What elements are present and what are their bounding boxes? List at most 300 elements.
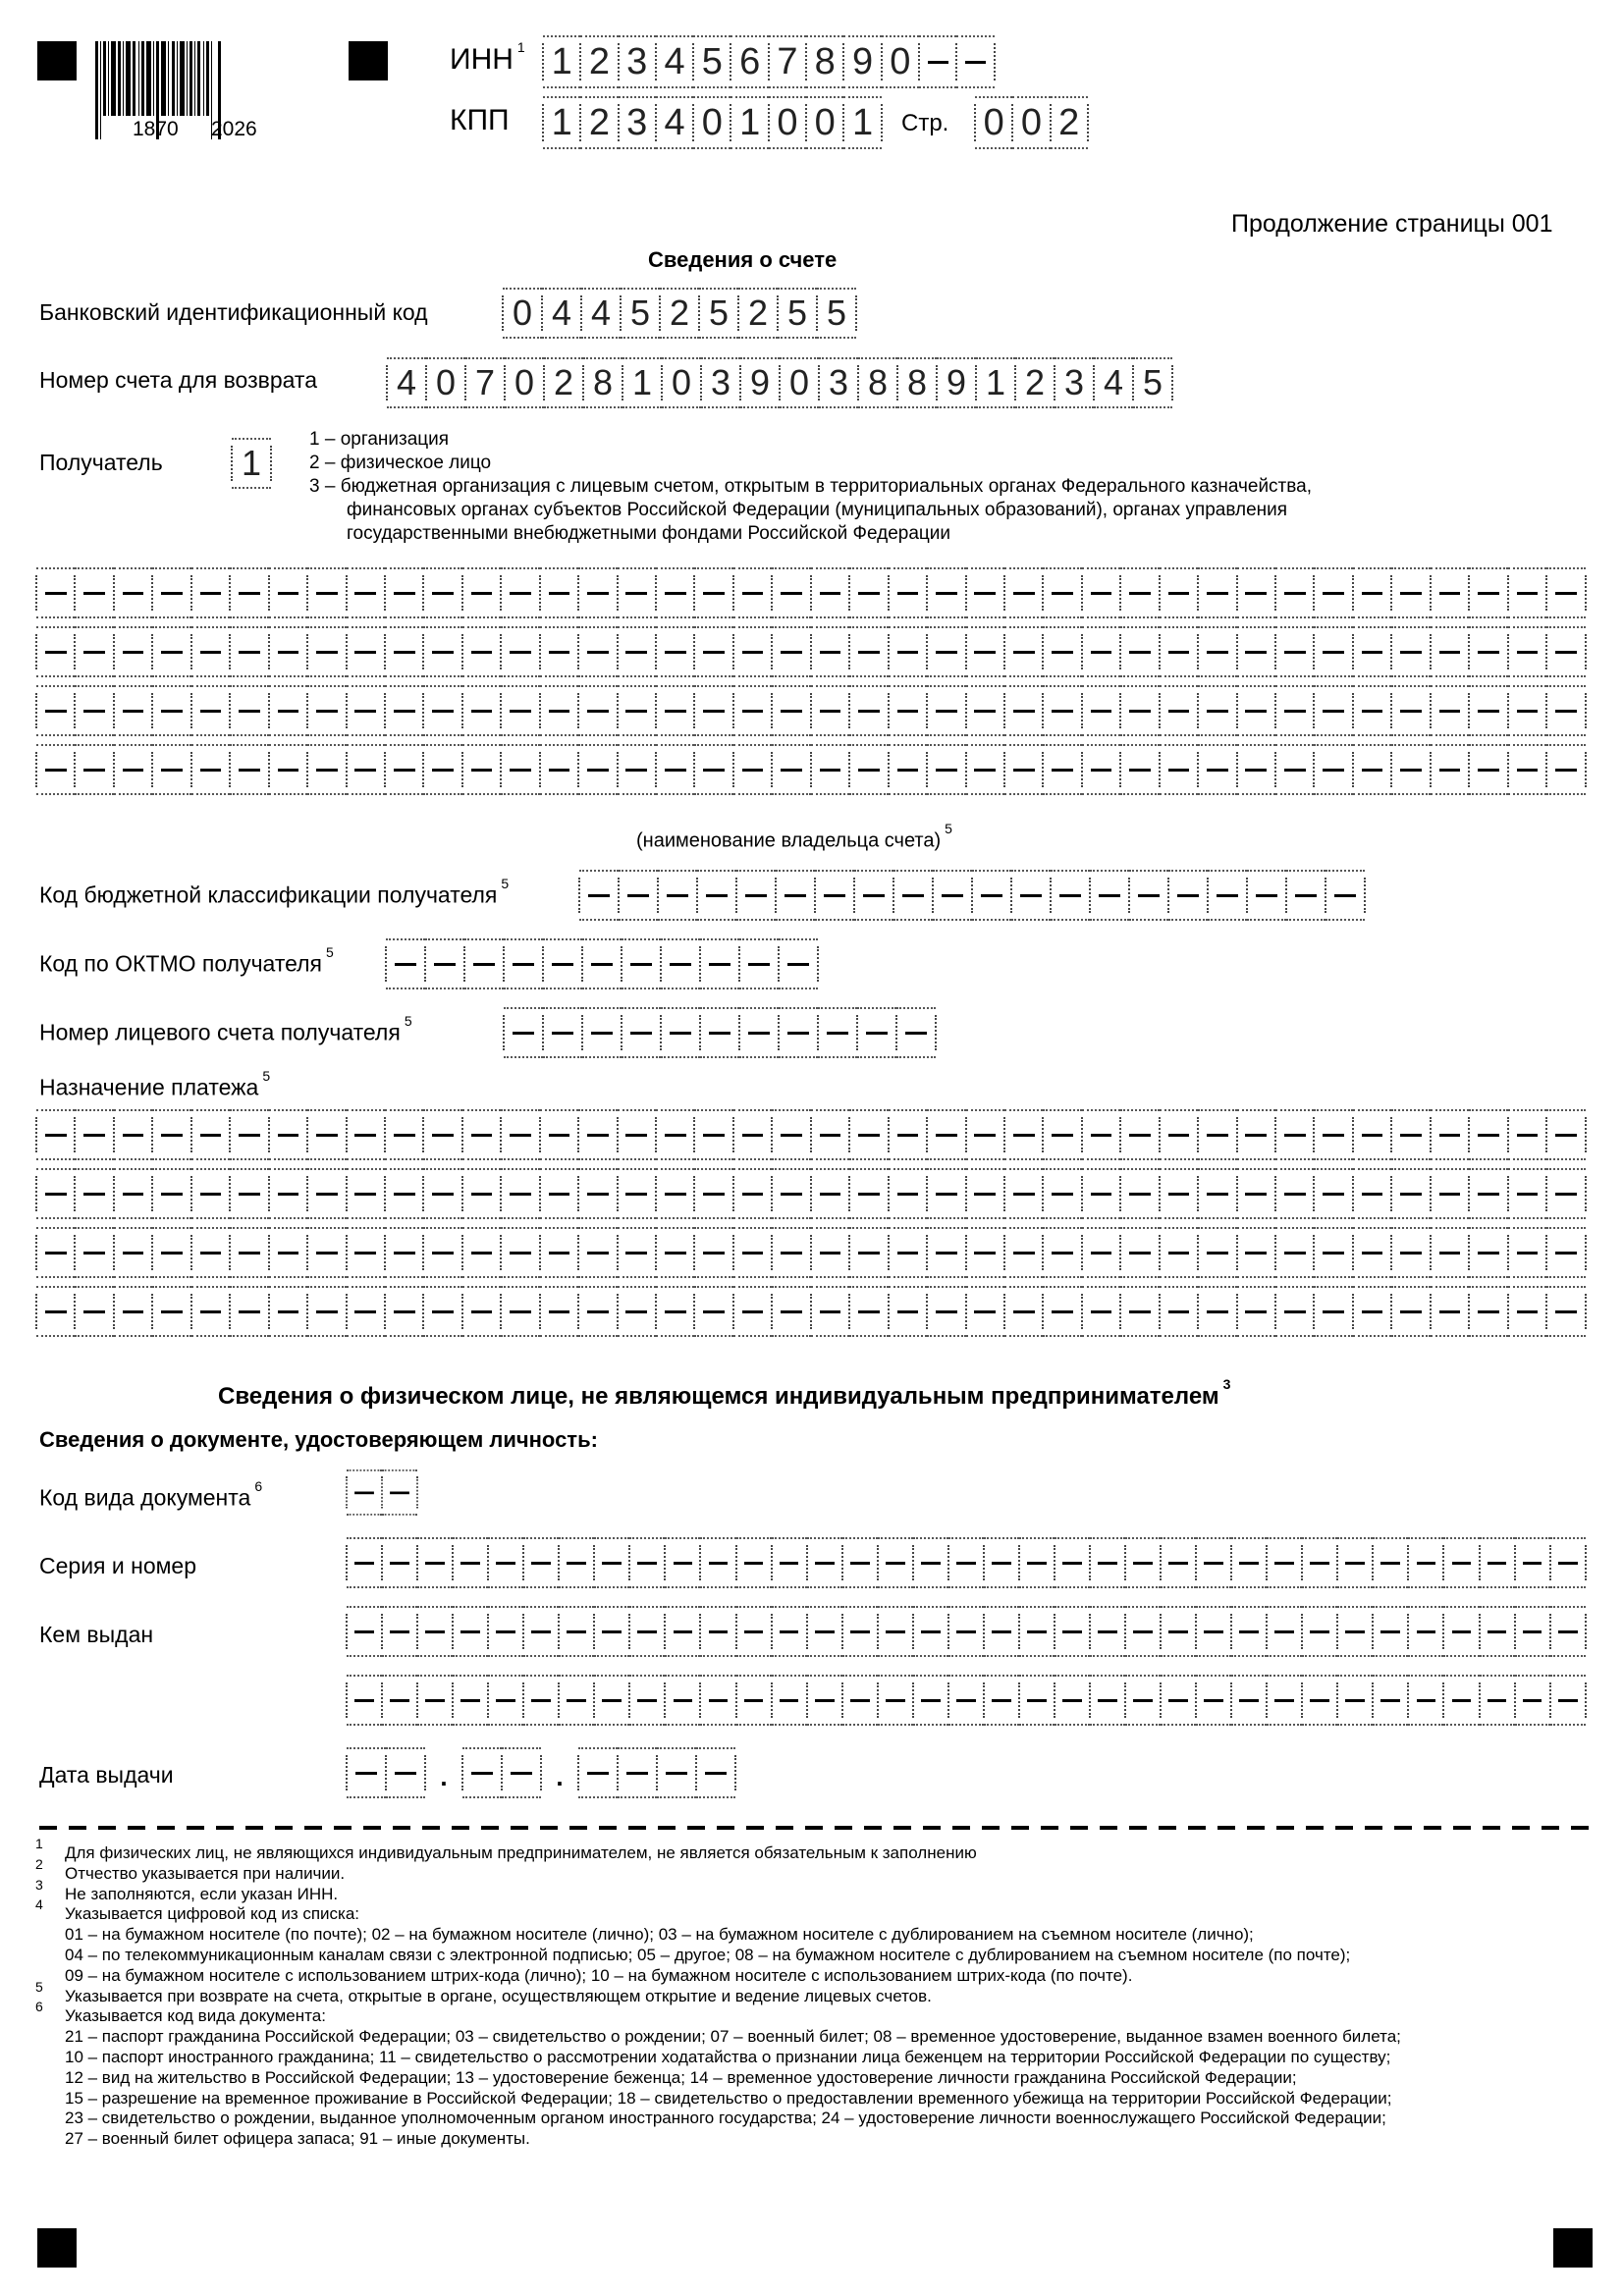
input-cell[interactable]	[889, 1109, 927, 1160]
input-cell[interactable]	[1196, 1537, 1231, 1588]
input-cell[interactable]	[1090, 1537, 1125, 1588]
input-cell[interactable]	[619, 96, 656, 149]
input-cell[interactable]	[966, 1227, 1004, 1278]
input-cell[interactable]	[849, 626, 888, 677]
input-cell[interactable]	[152, 1286, 190, 1337]
input-cell[interactable]	[347, 685, 385, 736]
input-cell[interactable]	[230, 744, 268, 795]
kpp-field[interactable]	[543, 96, 882, 149]
input-cell[interactable]	[1443, 1537, 1479, 1588]
input-cell[interactable]	[1004, 685, 1043, 736]
input-cell[interactable]	[559, 1675, 594, 1726]
input-cell[interactable]	[543, 1007, 582, 1058]
input-cell[interactable]	[772, 744, 810, 795]
doc-code-field[interactable]	[347, 1469, 417, 1516]
input-cell[interactable]	[1237, 744, 1275, 795]
input-cell[interactable]	[966, 626, 1004, 677]
input-cell[interactable]	[1508, 567, 1546, 618]
input-cell[interactable]	[462, 1286, 501, 1337]
input-cell[interactable]	[618, 744, 656, 795]
input-cell[interactable]	[1314, 567, 1352, 618]
input-cell[interactable]	[694, 1168, 732, 1219]
input-cell[interactable]	[913, 1537, 948, 1588]
input-cell[interactable]	[1267, 1537, 1302, 1588]
input-cell[interactable]	[501, 567, 539, 618]
input-cell[interactable]	[523, 1675, 559, 1726]
input-cell[interactable]	[114, 626, 152, 677]
input-cell[interactable]	[1090, 1606, 1125, 1657]
input-cell[interactable]	[1391, 626, 1430, 677]
input-cell[interactable]	[1314, 1109, 1352, 1160]
input-cell[interactable]	[75, 1109, 113, 1160]
input-cell[interactable]	[423, 685, 461, 736]
input-cell[interactable]	[621, 288, 660, 339]
input-cell[interactable]	[878, 1606, 913, 1657]
input-cell[interactable]	[966, 567, 1004, 618]
date-part[interactable]	[462, 1747, 541, 1798]
input-cell[interactable]	[815, 870, 854, 921]
input-cell[interactable]	[152, 685, 190, 736]
input-cell[interactable]	[889, 1227, 927, 1278]
bic-field[interactable]	[503, 288, 856, 339]
input-cell[interactable]	[1275, 744, 1314, 795]
input-cell[interactable]	[347, 567, 385, 618]
input-cell[interactable]	[1431, 1286, 1469, 1337]
input-cell[interactable]	[927, 744, 965, 795]
input-cell[interactable]	[811, 1227, 849, 1278]
input-cell[interactable]	[665, 1675, 700, 1726]
input-cell[interactable]	[1314, 626, 1352, 677]
input-cell[interactable]	[152, 567, 190, 618]
input-cell[interactable]	[488, 1606, 523, 1657]
input-cell[interactable]	[700, 938, 739, 989]
input-cell[interactable]	[893, 870, 933, 921]
input-cell[interactable]	[269, 685, 307, 736]
input-cell[interactable]	[661, 938, 700, 989]
input-cell[interactable]	[523, 1606, 559, 1657]
input-cell[interactable]	[382, 1675, 417, 1726]
input-cell[interactable]	[1055, 1606, 1090, 1657]
input-cell[interactable]	[501, 1227, 539, 1278]
input-cell[interactable]	[1431, 1227, 1469, 1278]
input-cell[interactable]	[152, 1109, 190, 1160]
input-cell[interactable]	[858, 357, 897, 408]
input-cell[interactable]	[1469, 685, 1507, 736]
input-cell[interactable]	[347, 744, 385, 795]
input-cell[interactable]	[1391, 685, 1430, 736]
input-cell[interactable]	[984, 1606, 1019, 1657]
input-cell[interactable]	[578, 1286, 617, 1337]
input-cell[interactable]	[1508, 626, 1546, 677]
input-cell[interactable]	[665, 1606, 700, 1657]
input-cell[interactable]	[578, 626, 617, 677]
input-cell[interactable]	[1125, 1675, 1161, 1726]
input-cell[interactable]	[656, 626, 694, 677]
input-cell[interactable]	[501, 1286, 539, 1337]
input-cell[interactable]	[36, 685, 75, 736]
input-cell[interactable]	[811, 744, 849, 795]
input-cell[interactable]	[1314, 1227, 1352, 1278]
input-cell[interactable]	[1508, 685, 1546, 736]
input-cell[interactable]	[1469, 1227, 1507, 1278]
input-cell[interactable]	[1198, 685, 1236, 736]
input-cell[interactable]	[1480, 1537, 1515, 1588]
input-cell[interactable]	[1160, 1286, 1198, 1337]
input-cell[interactable]	[559, 1606, 594, 1657]
input-cell[interactable]	[1082, 685, 1120, 736]
input-cell[interactable]	[502, 1747, 541, 1798]
input-cell[interactable]	[772, 1168, 810, 1219]
input-cell[interactable]	[307, 1109, 346, 1160]
input-cell[interactable]	[505, 357, 544, 408]
input-cell[interactable]	[464, 938, 504, 989]
input-cell[interactable]	[504, 1007, 543, 1058]
input-cell[interactable]	[1004, 567, 1043, 618]
account-number-field[interactable]	[387, 357, 1172, 408]
input-cell[interactable]	[269, 1227, 307, 1278]
input-cell[interactable]	[453, 1606, 488, 1657]
input-cell[interactable]	[1546, 626, 1585, 677]
input-cell[interactable]	[948, 1537, 984, 1588]
input-cell[interactable]	[618, 1109, 656, 1160]
input-cell[interactable]	[889, 744, 927, 795]
input-cell[interactable]	[1043, 685, 1081, 736]
input-cell[interactable]	[1391, 1109, 1430, 1160]
input-cell[interactable]	[1353, 1286, 1391, 1337]
input-cell[interactable]	[1237, 1109, 1275, 1160]
account-owner-name-field[interactable]	[36, 567, 1586, 803]
input-cell[interactable]	[739, 938, 779, 989]
input-cell[interactable]	[114, 685, 152, 736]
input-cell[interactable]	[618, 1227, 656, 1278]
input-cell[interactable]	[1469, 1109, 1507, 1160]
input-cell[interactable]	[307, 626, 346, 677]
input-cell[interactable]	[700, 1537, 735, 1588]
input-cell[interactable]	[347, 1747, 386, 1798]
input-cell[interactable]	[1237, 1227, 1275, 1278]
input-cell[interactable]	[772, 1675, 807, 1726]
input-cell[interactable]	[1353, 685, 1391, 736]
input-cell[interactable]	[36, 1286, 75, 1337]
input-cell[interactable]	[1198, 567, 1236, 618]
input-cell[interactable]	[426, 357, 465, 408]
input-cell[interactable]	[1160, 567, 1198, 618]
input-cell[interactable]	[733, 744, 772, 795]
input-cell[interactable]	[1120, 1286, 1159, 1337]
input-cell[interactable]	[1480, 1606, 1515, 1657]
input-cell[interactable]	[1043, 744, 1081, 795]
input-cell[interactable]	[807, 1606, 842, 1657]
input-cell[interactable]	[543, 35, 580, 88]
input-cell[interactable]	[806, 35, 843, 88]
input-cell[interactable]	[230, 1286, 268, 1337]
input-cell[interactable]	[1515, 1606, 1550, 1657]
input-cell[interactable]	[191, 1227, 230, 1278]
input-cell[interactable]	[849, 744, 888, 795]
input-cell[interactable]	[772, 685, 810, 736]
input-cell[interactable]	[347, 1537, 382, 1588]
input-cell[interactable]	[1198, 1286, 1236, 1337]
input-cell[interactable]	[656, 35, 693, 88]
input-cell[interactable]	[966, 685, 1004, 736]
input-cell[interactable]	[1082, 1109, 1120, 1160]
input-cell[interactable]	[1019, 1606, 1055, 1657]
input-cell[interactable]	[1314, 744, 1352, 795]
input-cell[interactable]	[347, 1227, 385, 1278]
input-cell[interactable]	[1198, 1168, 1236, 1219]
input-cell[interactable]	[1019, 1537, 1055, 1588]
input-cell[interactable]	[736, 1675, 772, 1726]
input-cell[interactable]	[594, 1675, 629, 1726]
input-cell[interactable]	[540, 567, 578, 618]
input-cell[interactable]	[578, 1227, 617, 1278]
input-cell[interactable]	[1082, 1286, 1120, 1337]
input-cell[interactable]	[582, 1007, 622, 1058]
input-cell[interactable]	[618, 1747, 657, 1798]
input-cell[interactable]	[36, 1227, 75, 1278]
input-cell[interactable]	[1082, 567, 1120, 618]
input-cell[interactable]	[769, 35, 806, 88]
input-cell[interactable]	[1275, 1168, 1314, 1219]
input-cell[interactable]	[1055, 1537, 1090, 1588]
input-cell[interactable]	[152, 1227, 190, 1278]
input-cell[interactable]	[842, 1675, 878, 1726]
input-cell[interactable]	[811, 1168, 849, 1219]
input-cell[interactable]	[1275, 567, 1314, 618]
input-cell[interactable]	[700, 1675, 735, 1726]
input-cell[interactable]	[1337, 1606, 1373, 1657]
input-cell[interactable]	[694, 744, 732, 795]
input-cell[interactable]	[578, 1168, 617, 1219]
input-cell[interactable]	[230, 567, 268, 618]
input-cell[interactable]	[578, 744, 617, 795]
input-cell[interactable]	[1508, 1168, 1546, 1219]
input-cell[interactable]	[700, 1606, 735, 1657]
input-cell[interactable]	[307, 744, 346, 795]
input-cell[interactable]	[347, 1675, 382, 1726]
input-cell[interactable]	[462, 1168, 501, 1219]
input-cell[interactable]	[1275, 1286, 1314, 1337]
input-cell[interactable]	[1043, 1168, 1081, 1219]
input-cell[interactable]	[540, 1227, 578, 1278]
input-cell[interactable]	[423, 1286, 461, 1337]
input-cell[interactable]	[1373, 1675, 1408, 1726]
input-cell[interactable]	[230, 626, 268, 677]
input-cell[interactable]	[776, 870, 815, 921]
input-cell[interactable]	[927, 1168, 965, 1219]
input-cell[interactable]	[694, 567, 732, 618]
input-cell[interactable]	[1120, 1227, 1159, 1278]
input-cell[interactable]	[733, 685, 772, 736]
input-cell[interactable]	[889, 685, 927, 736]
input-cell[interactable]	[1168, 870, 1208, 921]
input-cell[interactable]	[347, 1469, 382, 1516]
input-cell[interactable]	[1004, 626, 1043, 677]
input-cell[interactable]	[1550, 1606, 1586, 1657]
input-cell[interactable]	[382, 1537, 417, 1588]
input-cell[interactable]	[230, 1168, 268, 1219]
input-cell[interactable]	[504, 938, 543, 989]
input-cell[interactable]	[269, 744, 307, 795]
input-cell[interactable]	[1337, 1537, 1373, 1588]
input-cell[interactable]	[191, 685, 230, 736]
input-cell[interactable]	[1391, 1227, 1430, 1278]
input-cell[interactable]	[114, 567, 152, 618]
input-cell[interactable]	[417, 1675, 453, 1726]
input-cell[interactable]	[465, 357, 505, 408]
input-cell[interactable]	[232, 438, 271, 489]
input-cell[interactable]	[423, 1109, 461, 1160]
input-cell[interactable]	[581, 288, 621, 339]
input-cell[interactable]	[385, 1227, 423, 1278]
input-cell[interactable]	[1043, 1227, 1081, 1278]
input-cell[interactable]	[1391, 567, 1430, 618]
input-cell[interactable]	[1004, 744, 1043, 795]
input-cell[interactable]	[594, 1606, 629, 1657]
input-cell[interactable]	[1120, 685, 1159, 736]
input-cell[interactable]	[622, 1007, 661, 1058]
input-cell[interactable]	[75, 626, 113, 677]
input-cell[interactable]	[857, 1007, 896, 1058]
input-cell[interactable]	[1161, 1675, 1196, 1726]
input-cell[interactable]	[423, 1168, 461, 1219]
input-cell[interactable]	[230, 685, 268, 736]
input-cell[interactable]	[878, 1537, 913, 1588]
input-cell[interactable]	[1391, 1286, 1430, 1337]
input-cell[interactable]	[382, 1469, 417, 1516]
input-cell[interactable]	[501, 685, 539, 736]
input-cell[interactable]	[385, 626, 423, 677]
input-cell[interactable]	[736, 870, 776, 921]
input-cell[interactable]	[778, 288, 817, 339]
input-cell[interactable]	[662, 357, 701, 408]
input-cell[interactable]	[1160, 1109, 1198, 1160]
input-cell[interactable]	[629, 1675, 665, 1726]
input-cell[interactable]	[811, 567, 849, 618]
input-cell[interactable]	[75, 685, 113, 736]
input-cell[interactable]	[114, 744, 152, 795]
input-cell[interactable]	[462, 685, 501, 736]
input-cell[interactable]	[386, 938, 425, 989]
input-cell[interactable]	[540, 1286, 578, 1337]
input-cell[interactable]	[984, 1537, 1019, 1588]
input-cell[interactable]	[1546, 685, 1585, 736]
input-cell[interactable]	[656, 567, 694, 618]
input-cell[interactable]	[386, 1747, 425, 1798]
input-cell[interactable]	[423, 626, 461, 677]
input-cell[interactable]	[889, 567, 927, 618]
input-cell[interactable]	[1051, 96, 1088, 149]
input-cell[interactable]	[307, 1168, 346, 1219]
input-cell[interactable]	[806, 96, 843, 149]
input-cell[interactable]	[966, 744, 1004, 795]
input-cell[interactable]	[36, 744, 75, 795]
input-cell[interactable]	[1011, 870, 1051, 921]
input-cell[interactable]	[1302, 1675, 1337, 1726]
input-cell[interactable]	[1120, 567, 1159, 618]
input-cell[interactable]	[579, 870, 619, 921]
input-cell[interactable]	[1231, 1606, 1267, 1657]
input-cell[interactable]	[1373, 1606, 1408, 1657]
input-cell[interactable]	[629, 1537, 665, 1588]
input-cell[interactable]	[1237, 1168, 1275, 1219]
input-cell[interactable]	[230, 1227, 268, 1278]
input-cell[interactable]	[656, 685, 694, 736]
input-cell[interactable]	[849, 1227, 888, 1278]
input-cell[interactable]	[1160, 626, 1198, 677]
input-cell[interactable]	[462, 1227, 501, 1278]
input-cell[interactable]	[347, 626, 385, 677]
input-cell[interactable]	[583, 357, 622, 408]
input-cell[interactable]	[1160, 1168, 1198, 1219]
input-cell[interactable]	[36, 1168, 75, 1219]
input-cell[interactable]	[849, 1109, 888, 1160]
input-cell[interactable]	[1508, 1109, 1546, 1160]
input-cell[interactable]	[1469, 1168, 1507, 1219]
input-cell[interactable]	[1515, 1537, 1550, 1588]
input-cell[interactable]	[191, 567, 230, 618]
input-cell[interactable]	[693, 35, 730, 88]
input-cell[interactable]	[738, 288, 778, 339]
input-cell[interactable]	[656, 744, 694, 795]
input-cell[interactable]	[1546, 1227, 1585, 1278]
input-cell[interactable]	[1508, 1227, 1546, 1278]
input-cell[interactable]	[807, 1537, 842, 1588]
input-cell[interactable]	[75, 1227, 113, 1278]
date-part[interactable]	[578, 1747, 735, 1798]
input-cell[interactable]	[1353, 1227, 1391, 1278]
input-cell[interactable]	[1247, 870, 1286, 921]
input-cell[interactable]	[819, 357, 858, 408]
input-cell[interactable]	[1043, 626, 1081, 677]
input-cell[interactable]	[1546, 1168, 1585, 1219]
input-cell[interactable]	[1480, 1675, 1515, 1726]
input-cell[interactable]	[660, 288, 699, 339]
input-cell[interactable]	[976, 357, 1015, 408]
input-cell[interactable]	[811, 626, 849, 677]
input-cell[interactable]	[1237, 685, 1275, 736]
input-cell[interactable]	[1237, 567, 1275, 618]
input-cell[interactable]	[1515, 1675, 1550, 1726]
input-cell[interactable]	[878, 1675, 913, 1726]
input-cell[interactable]	[1237, 1286, 1275, 1337]
input-cell[interactable]	[696, 1747, 735, 1798]
input-cell[interactable]	[1160, 744, 1198, 795]
input-cell[interactable]	[1004, 1109, 1043, 1160]
input-cell[interactable]	[75, 1168, 113, 1219]
input-cell[interactable]	[1302, 1537, 1337, 1588]
input-cell[interactable]	[114, 1168, 152, 1219]
input-cell[interactable]	[307, 1227, 346, 1278]
input-cell[interactable]	[817, 288, 856, 339]
input-cell[interactable]	[849, 567, 888, 618]
input-cell[interactable]	[657, 1747, 696, 1798]
input-cell[interactable]	[417, 1537, 453, 1588]
input-cell[interactable]	[387, 357, 426, 408]
input-cell[interactable]	[984, 1675, 1019, 1726]
input-cell[interactable]	[1129, 870, 1168, 921]
input-cell[interactable]	[1431, 744, 1469, 795]
input-cell[interactable]	[269, 1109, 307, 1160]
input-cell[interactable]	[1082, 1227, 1120, 1278]
input-cell[interactable]	[772, 1606, 807, 1657]
input-cell[interactable]	[540, 626, 578, 677]
input-cell[interactable]	[1550, 1675, 1586, 1726]
input-cell[interactable]	[191, 1168, 230, 1219]
input-cell[interactable]	[665, 1537, 700, 1588]
input-cell[interactable]	[896, 1007, 936, 1058]
input-cell[interactable]	[1443, 1675, 1479, 1726]
